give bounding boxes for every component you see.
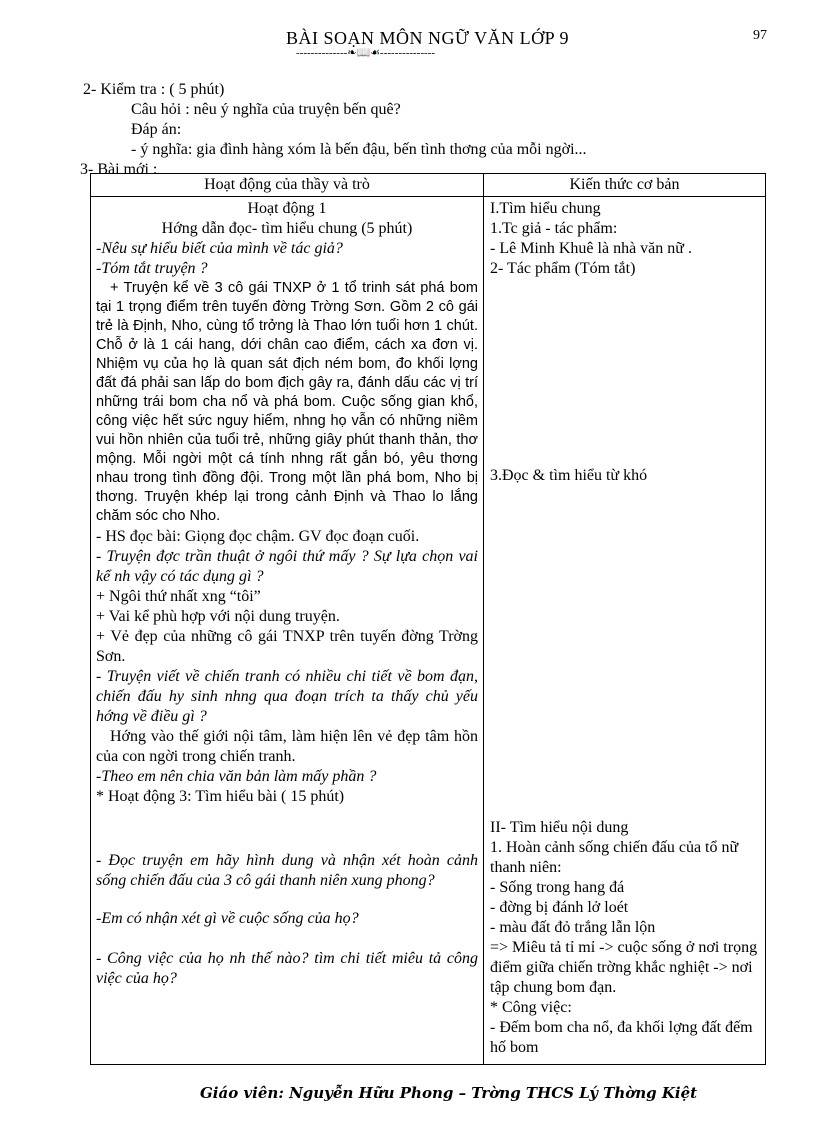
question-setting: - Đọc truyện em hãy hình dung và nhận xét hoàn cảnh sống chiến đấu của 3 cô gái thanh niên xung phong? xyxy=(96,852,478,889)
answer-label: Đáp án: xyxy=(131,121,182,138)
content-point-6: - Đếm bom cha nổ, đa khối lợng đất đếm hố bom xyxy=(490,1019,753,1056)
content-point-4: => Miêu tả tỉ mỉ -> cuộc sống ở nơi trọng điểm giữa chiến trờng khắc nghiệt -> nơi tập chung bom đạn. xyxy=(490,939,758,996)
content-point-3: - màu đất đỏ trắng lẫn lộn xyxy=(490,919,656,936)
question-summary: -Tóm tắt truyện ? xyxy=(96,260,208,277)
page-header-title: BÀI SOẠN MÔN NGỮ VĂN LỚP 9 xyxy=(286,28,569,48)
section-2-heading: II- Tìm hiểu nội dung xyxy=(490,819,629,836)
story-summary: + Truyện kể về 3 cô gái TNXP ở 1 tổ trinh sát phá bom tại 1 trọng điểm trên tuyến đờng Trờng Sơn. Gồm 2 cô gái trẻ là Định, Nho, cùng tổ trởng là Thao lớn tuổi hơn 1 chút. Chỗ ở là 1 cái hang, dới chân cao điểm, cách xa đơn vị. Nhiệm vụ của họ là quan sát địch ném bom, đo khối lợng đất đá phải san lấp do bom địch gây ra, đánh dấu các vị trí những trái bom cha nổ và phá bom. Cuộc sống gian khổ, công việc hết sức nguy hiểm, nhng họ vẫn có những niềm vui hồn nhiên của tuổi trẻ, những giây phút thanh thản, thơ mộng. Mỗi ngời một cá tính nhng rất gắn bó, yêu thơng nhau trong tình đồng đội. Trong một lần phá bom, Nho bị thơng. Truyện khép lại trong cảnh Định và Thao lo lắng chăm sóc cho Nho. xyxy=(96,280,478,524)
vocab-heading: 3.Đọc & tìm hiểu từ khó xyxy=(490,467,648,484)
header-ornament: --------------❧📖☙--------------- xyxy=(296,47,436,59)
reading-instruction: - HS đọc bài: Giọng đọc chậm. GV đọc đoạn cuối. xyxy=(96,528,420,545)
answer-war: Hớng vào thế giới nội tâm, làm hiện lên vẻ đẹp tâm hồn của con ngời trong chiến tranh. xyxy=(96,728,478,765)
section-1-heading: I.Tìm hiểu chung xyxy=(490,200,601,217)
knowledge-cell xyxy=(484,197,766,1065)
answer-point-1: + Ngôi thứ nhất xng “tôi” xyxy=(96,588,261,605)
page-number: 97 xyxy=(753,28,767,43)
content-point-2: - đờng bị đánh lở loét xyxy=(490,899,629,916)
question-narration: - Truyện đợc trần thuật ở ngôi thứ mấy ? Sự lựa chọn vai kể nh vậy có tác dụng gì ? xyxy=(96,548,478,585)
answer-point-2: + Vai kể phù hợp với nội dung truyện. xyxy=(96,608,340,625)
section-1-1-heading: 1.Tc giả - tác phẩm: xyxy=(490,220,618,237)
table-row xyxy=(91,197,766,1065)
section-2-1-heading: 1. Hoàn cảnh sống chiến đấu của tổ nữ thanh niên: xyxy=(490,839,739,876)
answer-text: - ý nghĩa: gia đình hàng xóm là bến đậu, bến tình thơng của mỗi ngời... xyxy=(131,141,587,158)
content-point-1: - Sống trong hang đá xyxy=(490,879,625,896)
lesson-table xyxy=(90,173,766,1065)
question-parts: -Theo em nên chia văn bản làm mấy phần ? xyxy=(96,768,377,785)
page-footer: Giáo viên: Nguyễn Hữu Phong – Trờng THCS Lý Thờng Kiệt xyxy=(200,1084,698,1102)
question-work: - Công việc của họ nh thế nào? tìm chi tiết miêu tả công việc của họ? xyxy=(96,950,478,987)
header-activities: Hoạt động của thầy và trò xyxy=(91,174,484,197)
activity1-title: Hoạt động 1 xyxy=(247,200,327,217)
activity3-title: * Hoạt động 3: Tìm hiểu bài ( 15 phút) xyxy=(96,788,345,805)
check-heading: 2- Kiểm tra : ( 5 phút) xyxy=(83,81,225,98)
author-note: - Lê Minh Khuê là nhà văn nữ . xyxy=(490,240,692,257)
content-point-5: * Công việc: xyxy=(490,999,572,1016)
new-lesson-heading: 3- Bài mới : xyxy=(80,161,158,178)
answer-point-3: + Vẻ đẹp của những cô gái TNXP trên tuyến đờng Trờng Sơn. xyxy=(96,628,478,665)
check-question: Câu hỏi : nêu ý nghĩa của truyện bến quê? xyxy=(131,101,401,118)
question-author: -Nêu sự hiểu biết của mình về tác giả? xyxy=(96,240,343,257)
question-war: - Truyện viết về chiến tranh có nhiều chi tiết về bom đạn, chiến đấu hy sinh nhng qua đoạn trích ta thấy chủ yếu hớng về điều gì ? xyxy=(96,668,478,725)
activity1-subtitle: Hớng dẫn đọc- tìm hiểu chung (5 phút) xyxy=(161,220,413,237)
work-note: 2- Tác phẩm (Tóm tắt) xyxy=(490,260,636,277)
lesson-intro xyxy=(80,80,587,180)
activities-cell xyxy=(91,197,484,1065)
table-header-row xyxy=(91,174,766,197)
question-life: -Em có nhận xét gì về cuộc sống của họ? xyxy=(96,910,359,927)
header-knowledge: Kiến thức cơ bản xyxy=(484,174,766,197)
